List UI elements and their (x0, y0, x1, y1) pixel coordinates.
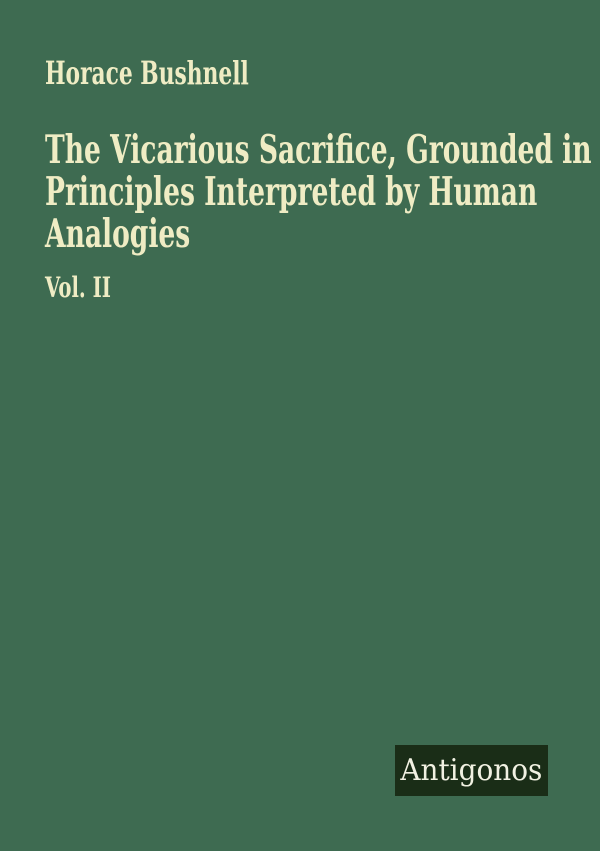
publisher-name: Antigonos (400, 753, 543, 788)
title-line-2: Principles Interpreted by Human (45, 169, 538, 215)
publisher-logo (395, 745, 548, 796)
book-title (45, 129, 592, 255)
volume-label: Vol. II (45, 271, 111, 304)
title-line-1: The Vicarious Sacrifice, Grounded in (45, 127, 592, 173)
author-name: Horace Bushnell (45, 54, 249, 92)
title-line-3: Analogies (45, 211, 191, 257)
